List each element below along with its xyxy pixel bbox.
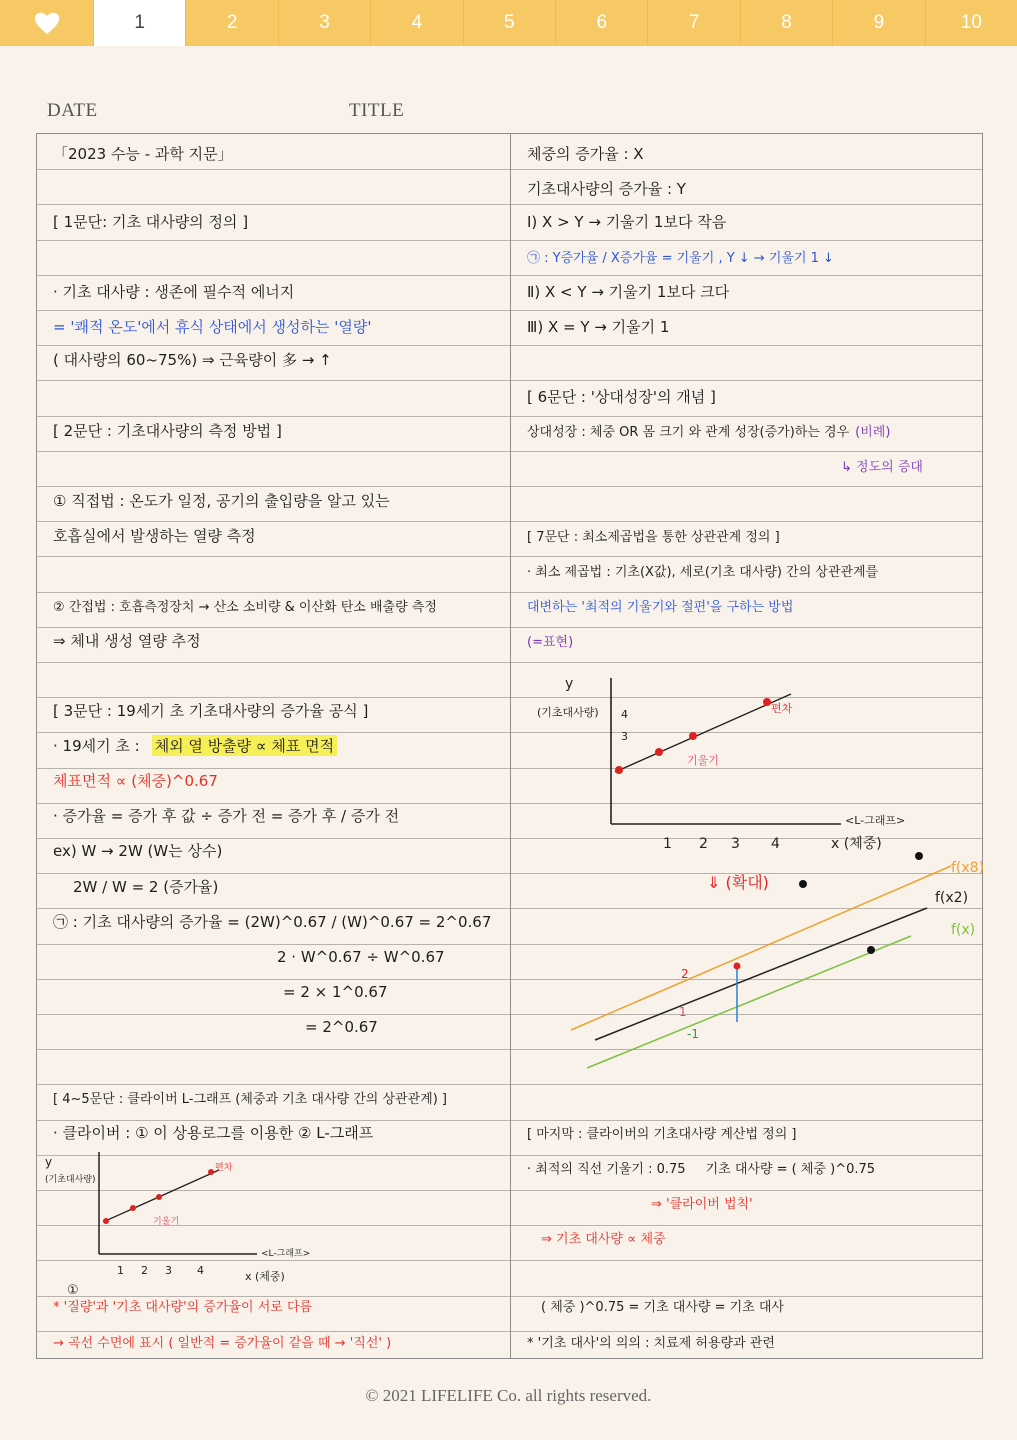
note-line: ( 대사량의 60~75%) ⇒ 근육량이 多 → ↑: [53, 350, 332, 369]
tick-x-2: 2: [141, 1264, 148, 1277]
note-line: → 곡선 수면에 표시 ( 일반적 = 증가율이 같을 때 → '직선' ): [53, 1335, 392, 1351]
circle-one-mark: ①: [67, 1283, 79, 1298]
tab-8[interactable]: 8: [740, 0, 832, 46]
tick-x-4: 4: [771, 836, 780, 852]
note-line: ⇒ 기초 대사량 ∝ 체중: [541, 1231, 666, 1247]
dot-mark: [867, 946, 875, 954]
zoom-label: ⇓ (확대): [707, 873, 769, 892]
data-point: [763, 698, 771, 706]
graph-x-caption: <L-그래프>: [845, 814, 906, 827]
graph-y-label: y: [565, 676, 574, 692]
tab-5[interactable]: 5: [463, 0, 555, 46]
note-line: 기초대사량의 증가율 : Y: [527, 179, 686, 198]
note-line: Ⅲ) X = Y → 기울기 1: [527, 317, 670, 336]
mark-neg-1: -1: [687, 1027, 699, 1041]
tick-x-1: 1: [663, 836, 672, 852]
note-line: = '쾌적 온도'에서 휴식 상태에서 생성하는 '열량': [53, 317, 372, 336]
note-line: [ 4~5문단 : 클라이버 L-그래프 (체중과 기초 대사량 간의 상관관계) ]: [53, 1091, 447, 1107]
tick-x-3: 3: [731, 836, 740, 852]
tick-y-3: 3: [621, 730, 628, 743]
note-line: ⇒ '클라이버 법칙': [651, 1196, 753, 1212]
slope-label: 기울기: [687, 754, 719, 767]
note-text: 상대성장 : 체중 OR 몸 크기 와 관계 성장(증가)하는 경우: [527, 424, 850, 440]
note-line: 2 · W^0.67 ÷ W^0.67: [277, 948, 445, 966]
data-point: [734, 963, 741, 970]
tab-6[interactable]: 6: [555, 0, 647, 46]
tick-y-4: 4: [621, 708, 628, 721]
left-column: [37, 134, 510, 1358]
note-line: · 클라이버 : ① 이 상용로그를 이용한 ② L-그래프: [53, 1123, 374, 1142]
note-line: = 2 × 1^0.67: [283, 983, 388, 1001]
date-label: DATE: [47, 100, 98, 121]
note-text: · 최적의 직선 기울기 : 0.75: [527, 1161, 686, 1177]
data-point: [103, 1218, 109, 1224]
graph-x-label: x (체중): [245, 1270, 285, 1283]
tab-9[interactable]: 9: [832, 0, 924, 46]
note-line: ㉠ : 기초 대사량의 증가율 = (2W)^0.67 / (W)^0.67 = 2^0.67: [53, 912, 492, 931]
note-line: · 증가율 = 증가 후 값 ÷ 증가 전 = 증가 후 / 증가 전: [53, 806, 400, 825]
note-line: 대변하는 '최적의 기울기와 절편'을 구하는 방법: [527, 599, 794, 615]
note-line: [ 7문단 : 최소제곱법을 통한 상관관계 정의 ]: [527, 529, 780, 545]
note-text: (비례): [855, 424, 891, 440]
note-line: = 2^0.67: [305, 1018, 378, 1036]
favorite-tab[interactable]: [0, 0, 94, 46]
note-line: ↳ 정도의 증대: [841, 459, 923, 475]
mark-1: 1: [679, 1005, 687, 1019]
tick-x-2: 2: [699, 836, 708, 852]
note-line: ㉠ : Y증가율 / X증가율 = 기울기 , Y ↓ → 기울기 1 ↓: [527, 250, 834, 266]
line-fx2: [595, 908, 927, 1040]
note-line: ( 체중 )^0.75 = 기초 대사량 = 기초 대사: [541, 1299, 784, 1315]
tick-x-4: 4: [197, 1264, 204, 1277]
deviation-label: 편차: [215, 1163, 233, 1173]
tab-bar: [0, 0, 1017, 46]
graph-y-label: y: [45, 1155, 53, 1169]
note-line: ex) W → 2W (W는 상수): [53, 841, 223, 860]
tab-1[interactable]: 1: [94, 0, 185, 46]
note-line: [ 3문단 : 19세기 초 기초대사량의 증가율 공식 ]: [53, 701, 369, 720]
note-line: [527, 1150, 977, 1184]
note-line: ① 직접법 : 온도가 일정, 공기의 출입량을 알고 있는: [53, 491, 390, 510]
note-line: ② 간접법 : 호흡측정장치 → 산소 소비량 & 이산화 탄소 배출량 측정: [53, 599, 437, 615]
l-graph: [521, 664, 981, 864]
tick-x-1: 1: [117, 1264, 124, 1277]
tab-2[interactable]: 2: [185, 0, 277, 46]
data-point: [208, 1169, 214, 1175]
slope-label: 기울기: [153, 1217, 180, 1227]
graph-y-caption: (기초대사량): [45, 1175, 96, 1185]
note-line: [ 2문단 : 기초대사량의 측정 방법 ]: [53, 421, 282, 440]
note-line: · 최소 제곱법 : 기초(X값), 세로(기초 대사량) 간의 상관관계를: [527, 564, 879, 580]
label-fx2: f(x2): [935, 890, 969, 906]
note-text: · 19세기 초 :: [53, 736, 140, 755]
right-column: [511, 134, 983, 1358]
data-point: [156, 1194, 162, 1200]
copyright-footer: © 2021 LIFELIFE Co. all rights reserved.: [365, 1386, 652, 1405]
note-line: [ 마지막 : 클라이버의 기초대사량 계산법 정의 ]: [527, 1126, 797, 1142]
tab-7[interactable]: 7: [647, 0, 739, 46]
tick-x-3: 3: [165, 1264, 172, 1277]
note-line: · 기초 대사량 : 생존에 필수적 에너지: [53, 282, 295, 301]
dot-mark: [915, 852, 923, 860]
label-fx8: f(x8): [951, 860, 985, 876]
data-point: [655, 748, 663, 756]
note-line: [53, 728, 504, 762]
tab-4[interactable]: 4: [370, 0, 462, 46]
note-line: ⇒ 체내 생성 열량 추정: [53, 631, 201, 650]
note-line: Ⅱ) X < Y → 기울기 1보다 크다: [527, 282, 730, 301]
note-line: 2W / W = 2 (증가율): [73, 877, 219, 896]
graph-x-caption: <L-그래프>: [261, 1249, 311, 1259]
graph-x-label: x (체중): [831, 836, 882, 852]
data-point: [615, 766, 623, 774]
note-line: 호흡실에서 발생하는 열량 측정: [53, 526, 256, 545]
note-line: [527, 413, 977, 447]
note-line: 「2023 수능 - 과학 지문」: [53, 144, 233, 163]
mark-2: 2: [681, 967, 689, 981]
notebook-page[interactable]: [36, 133, 983, 1359]
note-line: * '질량'과 '기초 대사량'의 증가율이 서로 다름: [53, 1299, 313, 1315]
label-fx: f(x): [951, 922, 976, 938]
small-l-graph: [41, 1146, 341, 1298]
graph-y-caption: (기초대사량): [537, 706, 599, 719]
note-text: 기초 대사량 = ( 체중 )^0.75: [705, 1161, 876, 1177]
title-label: TITLE: [349, 100, 405, 121]
note-line: Ⅰ) X > Y → 기울기 1보다 작음: [527, 212, 727, 231]
data-point: [689, 732, 697, 740]
note-line: * '기초 대사'의 의의 : 치료제 허용량과 관련: [527, 1335, 775, 1351]
note-line: [ 6문단 : '상대성장'의 개념 ]: [527, 387, 716, 406]
note-line: 체표면적 ∝ (체중)^0.67: [53, 771, 218, 790]
note-line: [ 1문단: 기초 대사량의 정의 ]: [53, 212, 249, 231]
heart-icon: [33, 10, 61, 36]
highlighted-text: 체외 열 방출량 ∝ 체표 면적: [152, 735, 337, 756]
note-line: 체중의 증가율 : X: [527, 144, 644, 163]
tab-3[interactable]: 3: [278, 0, 370, 46]
tab-10[interactable]: 10: [925, 0, 1017, 46]
deviation-label: 편차: [771, 702, 793, 715]
note-line: (=표현): [527, 634, 574, 650]
zoom-diagram: [551, 862, 983, 1102]
data-point: [130, 1205, 136, 1211]
dot-mark: [799, 880, 807, 888]
